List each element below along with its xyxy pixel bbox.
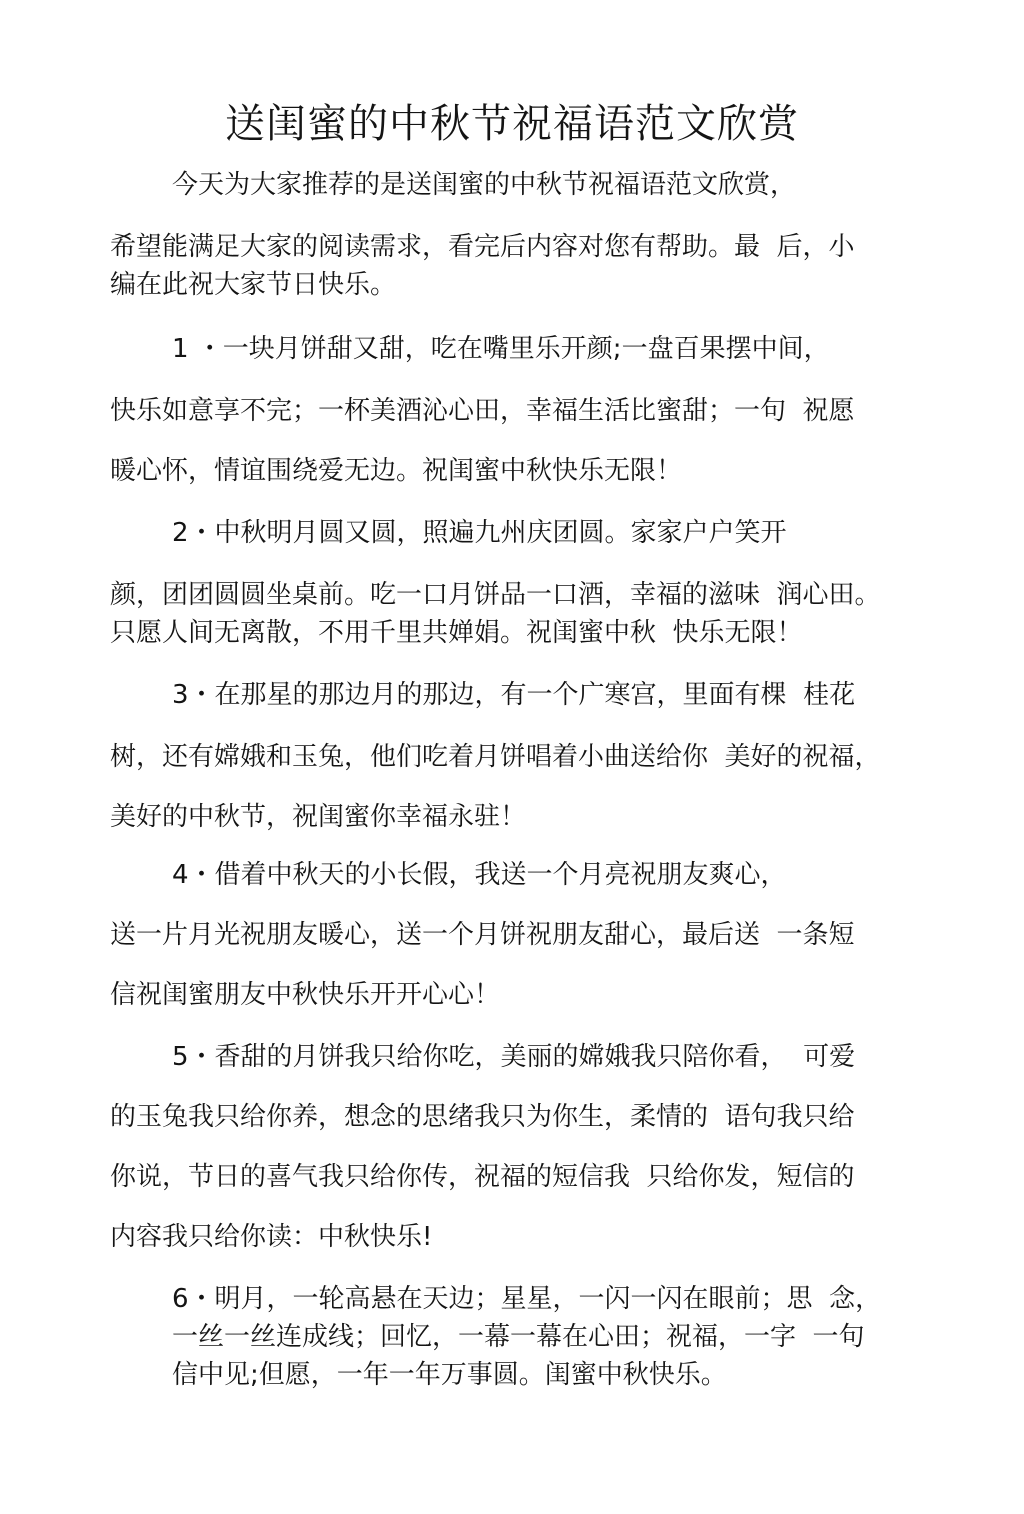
item-5-line: 的玉兔我只给你养，想念的思绪我只为你生，柔情的 语句我只给 xyxy=(110,1102,855,1132)
item-2-line: 颜，团团圆圆坐桌前。吃一口月饼品一口酒，幸福的滋味 润心田。 xyxy=(110,580,881,610)
item-4-line: 4・借着中秋天的小长假，我送一个月亮祝朋友爽心， xyxy=(172,860,787,890)
item-3-line: 树，还有嫦娥和玉兔，他们吃着月饼唱着小曲送给你 美好的祝福， xyxy=(110,742,881,772)
item-6-line: 6・明月，一轮高悬在天边；星星，一闪一闪在眼前；思 念， xyxy=(172,1284,882,1314)
item-5-line: 5・香甜的月饼我只给你吃，美丽的嫦娥我只陪你看， 可爱 xyxy=(172,1042,856,1072)
item-1-line: 1 ・一块月饼甜又甜，吃在嘴里乐开颜;一盘百果摆中间， xyxy=(172,334,830,364)
document-title: 送闺蜜的中秋节祝福语范文欣赏 xyxy=(225,101,799,147)
item-3-line: 3・在那星的那边月的那边，有一个广寒宫，里面有棵 桂花 xyxy=(172,680,856,710)
item-1-line: 暖心怀，情谊围绕爱无边。祝闺蜜中秋快乐无限！ xyxy=(110,456,683,486)
intro-line: 编在此祝大家节日快乐。 xyxy=(110,270,397,300)
item-4-line: 信祝闺蜜朋友中秋快乐开开心心！ xyxy=(110,980,501,1010)
item-2-line: 2・中秋明月圆又圆，照遍九州庆团圆。家家户户笑开 xyxy=(172,518,787,548)
item-3-line: 美好的中秋节，祝闺蜜你幸福永驻！ xyxy=(110,802,527,832)
item-2-line: 只愿人间无离散，不用千里共婵娟。祝闺蜜中秋 快乐无限！ xyxy=(110,618,803,648)
intro-line: 今天为大家推荐的是送闺蜜的中秋节祝福语范文欣赏， xyxy=(172,170,797,200)
item-5-line: 内容我只给你读：中秋快乐! xyxy=(110,1222,433,1252)
item-6-line: 信中见;但愿，一年一年万事圆。闺蜜中秋快乐。 xyxy=(172,1360,727,1390)
item-1-line: 快乐如意享不完；一杯美酒沁心田，幸福生活比蜜甜；一句 祝愿 xyxy=(110,396,855,426)
intro-line: 希望能满足大家的阅读需求，看完后内容对您有帮助。最 后，小 xyxy=(110,232,855,262)
item-4-line: 送一片月光祝朋友暖心，送一个月饼祝朋友甜心，最后送 一条短 xyxy=(110,920,855,950)
item-5-line: 你说，节日的喜气我只给你传，祝福的短信我 只给你发，短信的 xyxy=(110,1162,855,1192)
item-6-line: 一丝一丝连成线；回忆，一幕一幕在心田；祝福，一字 一句 xyxy=(172,1322,865,1352)
